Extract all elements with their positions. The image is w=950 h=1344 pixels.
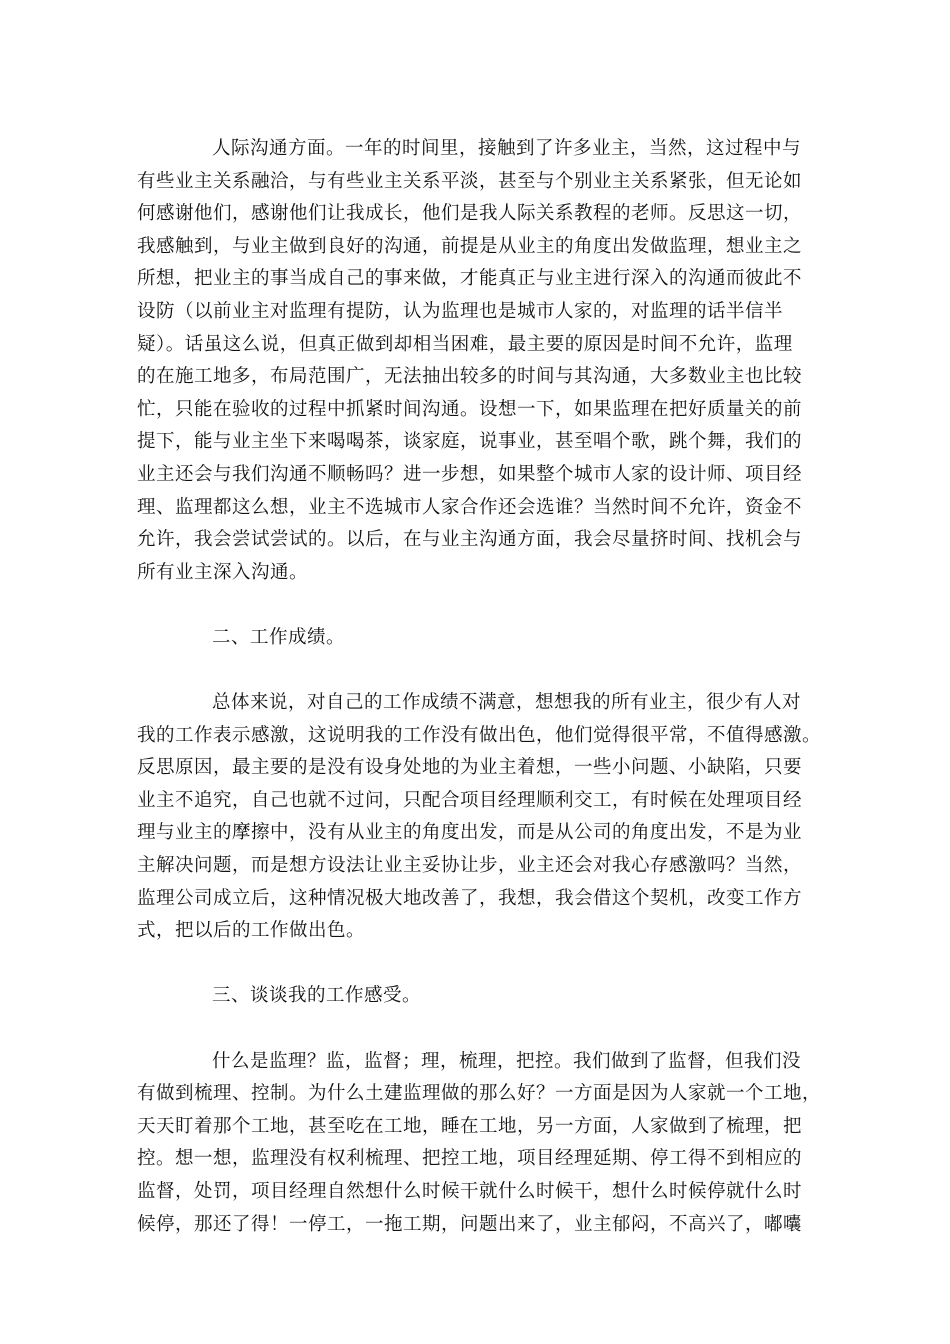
paragraph-line: 天天盯着那个工地，甚至吃在工地，睡在工地，另一方面，人家做到了梳理，把	[137, 1115, 803, 1137]
paragraph-line: 有些业主关系融洽，与有些业主关系平淡，甚至与个别业主关系紧张，但无论如	[137, 170, 803, 192]
paragraph	[137, 687, 822, 948]
paragraph-line: 设防（以前业主对监理有提防，认为监理也是城市人家的，对监理的话半信半	[137, 300, 784, 322]
paragraph-gap	[137, 589, 813, 622]
paragraph-line: 控。想一想，监理没有权利梳理、把控工地，项目经理延期、停工得不到相应的	[137, 1148, 803, 1170]
paragraph-line: 理、监理都这么想，业主不选城市人家合作还会选谁？当然时间不允许，资金不	[137, 496, 803, 518]
paragraph-line: 业主不追究，自己也就不过问，只配合项目经理顺利交工，有时候在处理项目经	[137, 789, 803, 811]
paragraph-line: 提下，能与业主坐下来喝喝茶，谈家庭，说事业，甚至唱个歌，跳个舞，我们的	[137, 431, 803, 453]
paragraph-gap	[137, 655, 813, 688]
paragraph-line: 主解决问题，而是想方设法让业主妥协让步，业主还会对我心存感激吗？当然，	[137, 855, 803, 877]
paragraph-line: 我感触到，与业主做到良好的沟通，前提是从业主的角度出发做监理，想业主之	[137, 235, 803, 257]
paragraph-line: 监督，处罚，项目经理自然想什么时候干就什么时候干，想什么时候停就什么时	[137, 1181, 803, 1202]
paragraph-line: 的在施工地多，布局范围广，无法抽出较多的时间与其沟通，大多数业主也比较	[137, 366, 803, 388]
paragraph-line: 我的工作表示感激，这说明我的工作没有做出色，他们觉得很平常，不值得感激。	[137, 724, 822, 746]
heading-text: 三、谈谈我的工作感受。	[212, 985, 422, 1007]
paragraph	[137, 133, 813, 589]
paragraph-line: 总体来说，对自己的工作成绩不满意，想想我的所有业主，很少有人对	[212, 692, 802, 714]
paragraph-line: 候停，那还了得！一停工，一拖工期，问题出来了，业主郁闷，不高兴了，嘟囔	[137, 1213, 803, 1235]
paragraph	[137, 1046, 822, 1242]
document-body	[137, 133, 822, 1241]
paragraph-gap	[137, 948, 813, 981]
paragraph-line: 业主还会与我们沟通不顺畅吗？进一步想，如果整个城市人家的设计师、项目经	[137, 463, 803, 485]
paragraph-line: 允许，我会尝试尝试的。以后，在与业主沟通方面，我会尽量挤时间、找机会与	[137, 529, 803, 551]
paragraph-line: 人际沟通方面。一年的时间里，接触到了许多业主，当然，这过程中与	[212, 138, 802, 159]
paragraph-line: 有做到梳理、控制。为什么土建监理做的那么好？一方面是因为人家就一个工地，	[137, 1083, 822, 1105]
paragraph-line: 反思原因，最主要的是没有设身处地的为业主着想，一些小问题、小缺陷，只要	[137, 757, 803, 779]
paragraph-line: 何感谢他们，感谢他们让我成长，他们是我人际关系教程的老师。反思这一切，	[137, 203, 803, 225]
paragraph-line: 监理公司成立后，这种情况极大地改善了，我想，我会借这个契机，改变工作方	[137, 887, 803, 909]
paragraph-line: 什么是监理？监，监督；理，梳理，把控。我们做到了监督，但我们没	[212, 1050, 802, 1072]
paragraph-line: 所想，把业主的事当成自己的事来做，才能真正与业主进行深入的沟通而彼此不	[137, 268, 803, 290]
heading-text: 二、工作成绩。	[212, 626, 346, 648]
paragraph-line: 理与业主的摩擦中，没有从业主的角度出发，而是从公司的角度出发，不是为业	[137, 822, 803, 844]
paragraph-gap	[137, 1013, 813, 1046]
paragraph-line: 忙，只能在验收的过程中抓紧时间沟通。设想一下，如果监理在把好质量关的前	[137, 398, 803, 420]
paragraph-line: 式，把以后的工作做出色。	[137, 920, 366, 942]
paragraph-line: 疑）。话虽这么说，但真正做到却相当困难，最主要的原因是时间不允许，监理	[137, 333, 793, 355]
section-heading	[137, 622, 813, 655]
section-heading	[137, 980, 813, 1013]
paragraph-line: 所有业主深入沟通。	[137, 561, 309, 583]
